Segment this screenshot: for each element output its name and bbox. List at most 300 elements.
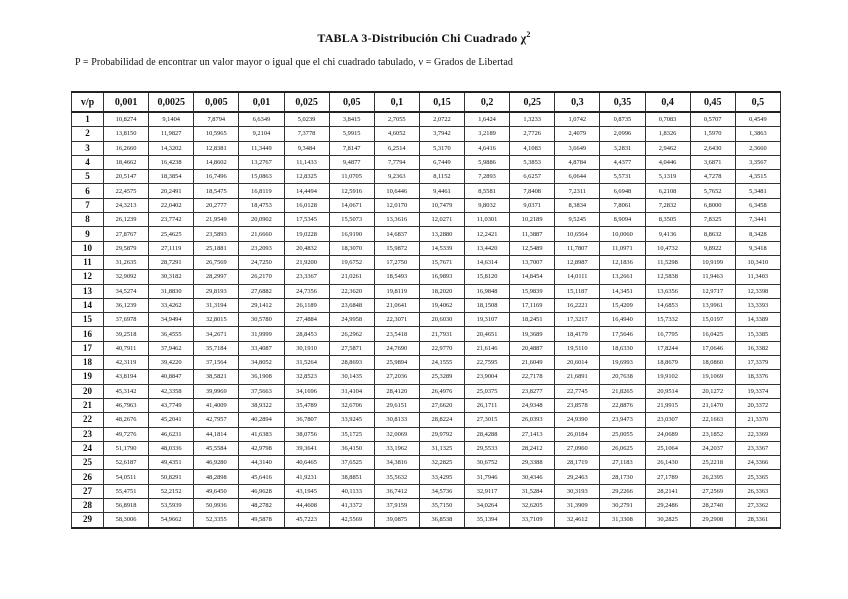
table-cell: 31,4104 (329, 384, 374, 398)
table-cell: 10,4732 (645, 241, 690, 255)
table-cell: 27,5871 (329, 341, 374, 355)
table-cell: 38,9322 (239, 398, 284, 412)
table-cell: 4,0446 (645, 155, 690, 169)
degrees-of-freedom-cell: 15 (72, 313, 104, 327)
table-row (72, 356, 781, 370)
degrees-of-freedom-cell: 22 (72, 413, 104, 427)
table-cell: 15,7671 (419, 255, 464, 269)
table-cell: 0,5707 (690, 112, 735, 127)
table-cell: 31,7946 (465, 470, 510, 484)
table-cell: 40,1133 (329, 484, 374, 498)
table-cell: 25,1064 (645, 441, 690, 455)
table-cell: 32,6205 (510, 499, 555, 513)
table-cell: 1,5970 (690, 127, 735, 141)
table-cell: 28,1719 (555, 456, 600, 470)
table-cell: 27,1183 (600, 456, 645, 470)
table-cell: 6,0644 (555, 170, 600, 184)
table-cell: 37,6978 (104, 313, 149, 327)
table-cell: 8,9094 (600, 213, 645, 227)
degrees-of-freedom-cell: 7 (72, 198, 104, 212)
table-row (72, 370, 781, 384)
table-cell: 26,1239 (104, 213, 149, 227)
degrees-of-freedom-cell: 3 (72, 141, 104, 155)
table-cell: 43,1945 (284, 484, 329, 498)
table-cell: 19,9102 (645, 370, 690, 384)
table-cell: 29,2908 (690, 513, 735, 528)
table-cell: 9,2363 (374, 170, 419, 184)
table-row (72, 441, 781, 455)
column-header: 0,005 (194, 92, 239, 112)
table-cell: 12,0170 (374, 198, 419, 212)
table-cell: 18,5493 (374, 270, 419, 284)
table-cell: 45,2041 (149, 413, 194, 427)
table-cell: 16,0425 (690, 327, 735, 341)
table-cell: 3,3567 (735, 155, 780, 169)
table-row (72, 413, 781, 427)
table-cell: 49,4351 (149, 456, 194, 470)
table-cell: 29,9792 (419, 427, 464, 441)
table-cell: 33,1962 (374, 441, 419, 455)
table-row (72, 255, 781, 269)
table-row (72, 112, 781, 127)
table-cell: 56,8918 (104, 499, 149, 513)
table-cell: 30,2825 (645, 513, 690, 528)
table-cell: 11,3403 (735, 270, 780, 284)
table-cell: 9,4877 (329, 155, 374, 169)
table-cell: 10,3410 (735, 255, 780, 269)
table-cell: 9,1404 (149, 112, 194, 127)
table-cell: 11,9463 (690, 270, 735, 284)
table-cell: 34,3816 (374, 456, 419, 470)
table-cell: 45,5584 (194, 441, 239, 455)
table-cell: 39,0875 (374, 513, 419, 528)
table-cell: 22,3369 (735, 427, 780, 441)
column-header: 0,35 (600, 92, 645, 112)
table-cell: 32,2825 (419, 456, 464, 470)
table-cell: 4,6052 (374, 127, 419, 141)
table-cell: 20,4832 (284, 241, 329, 255)
table-cell: 26,4976 (419, 384, 464, 398)
table-cell: 4,7278 (690, 170, 735, 184)
table-cell: 23,5418 (374, 327, 419, 341)
table-cell: 41,9231 (284, 470, 329, 484)
table-cell: 9,5245 (555, 213, 600, 227)
table-cell: 18,3854 (149, 170, 194, 184)
table-cell: 31,3909 (555, 499, 600, 513)
table-cell: 34,1696 (284, 384, 329, 398)
table-cell: 16,0128 (284, 198, 329, 212)
table-cell: 20,6030 (419, 313, 464, 327)
table-cell: 34,9494 (149, 313, 194, 327)
table-cell: 23,3367 (735, 441, 780, 455)
table-cell: 8,8632 (690, 227, 735, 241)
table-cell: 5,3853 (510, 155, 555, 169)
table-cell: 23,7742 (149, 213, 194, 227)
degrees-of-freedom-cell: 28 (72, 499, 104, 513)
column-header: 0,3 (555, 92, 600, 112)
table-row (72, 427, 781, 441)
table-cell: 44,3140 (239, 456, 284, 470)
table-cell: 39,9969 (194, 384, 239, 398)
table-cell: 1,8326 (645, 127, 690, 141)
table-cell: 27,3362 (735, 499, 780, 513)
table-cell: 41,3372 (329, 499, 374, 513)
table-cell: 15,9872 (374, 241, 419, 255)
table-cell: 22,8876 (600, 398, 645, 412)
table-cell: 25,0055 (600, 427, 645, 441)
table-cell: 12,5838 (645, 270, 690, 284)
table-cell: 46,9280 (194, 456, 239, 470)
table-cell: 6,3458 (735, 198, 780, 212)
table-cell: 39,3641 (284, 441, 329, 455)
table-cell: 48,2898 (194, 470, 239, 484)
page-title (0, 30, 848, 46)
table-cell: 37,1564 (194, 356, 239, 370)
table-cell: 19,3374 (735, 384, 780, 398)
table-cell: 17,5345 (284, 213, 329, 227)
table-cell: 17,3379 (735, 356, 780, 370)
table-cell: 49,6450 (194, 484, 239, 498)
table-cell: 5,0239 (284, 112, 329, 127)
table-row (72, 327, 781, 341)
table-cell: 30,3193 (555, 484, 600, 498)
table-cell: 29,5879 (104, 241, 149, 255)
chi-square-table (71, 91, 781, 529)
table-cell: 30,5780 (239, 313, 284, 327)
table-cell: 43,7749 (149, 398, 194, 412)
table-cell: 11,0971 (600, 241, 645, 255)
table-cell: 13,8150 (104, 127, 149, 141)
table-cell: 18,4753 (239, 198, 284, 212)
table-cell: 34,5274 (104, 284, 149, 298)
degrees-of-freedom-cell: 27 (72, 484, 104, 498)
table-cell: 25,4625 (149, 227, 194, 241)
table-cell: 32,8523 (284, 370, 329, 384)
table-cell: 16,7795 (645, 327, 690, 341)
table-cell: 14,6853 (645, 298, 690, 312)
column-header: 0,0025 (149, 92, 194, 112)
table-cell: 28,2141 (645, 484, 690, 498)
table-cell: 18,6330 (600, 341, 645, 355)
table-cell: 2,6430 (690, 141, 735, 155)
table-cell: 41,4009 (194, 398, 239, 412)
table-cell: 38,0756 (284, 427, 329, 441)
table-cell: 38,8851 (329, 470, 374, 484)
table-cell: 18,2020 (419, 284, 464, 298)
column-header: 0,45 (690, 92, 735, 112)
table-cell: 37,9462 (149, 341, 194, 355)
table-cell: 26,1711 (465, 398, 510, 412)
degrees-of-freedom-cell: 6 (72, 184, 104, 198)
table-cell: 9,4136 (645, 227, 690, 241)
table-cell: 35,1394 (465, 513, 510, 528)
title-superscript: 2 (526, 30, 531, 39)
table-cell: 36,8538 (419, 513, 464, 528)
table-cell: 10,0060 (600, 227, 645, 241)
table-cell: 52,3355 (194, 513, 239, 528)
table-cell: 2,7055 (374, 112, 419, 127)
table-cell: 26,1430 (645, 456, 690, 470)
table-cell: 27,4884 (284, 313, 329, 327)
table-cell: 23,3367 (284, 270, 329, 284)
table-cell: 12,0271 (419, 213, 464, 227)
table-row (72, 170, 781, 184)
table-cell: 23,2093 (239, 241, 284, 255)
table-cell: 9,4461 (419, 184, 464, 198)
column-header: 0,1 (374, 92, 419, 112)
table-cell: 26,2962 (329, 327, 374, 341)
table-cell: 12,8325 (284, 170, 329, 184)
table-cell: 12,1836 (600, 255, 645, 269)
table-cell: 12,5489 (510, 241, 555, 255)
table-cell: 48,2782 (239, 499, 284, 513)
degrees-of-freedom-cell: 14 (72, 298, 104, 312)
table-cell: 23,6848 (329, 298, 374, 312)
table-cell: 21,9915 (645, 398, 690, 412)
table-cell: 14,6314 (465, 255, 510, 269)
table-cell: 42,5569 (329, 513, 374, 528)
degrees-of-freedom-cell: 24 (72, 441, 104, 455)
table-cell: 46,6231 (149, 427, 194, 441)
table-cell: 29,2463 (555, 470, 600, 484)
column-header: 0,15 (419, 92, 464, 112)
degrees-of-freedom-cell: 25 (72, 456, 104, 470)
table-cell: 46,9628 (239, 484, 284, 498)
table-cell: 16,3382 (735, 341, 780, 355)
table-header-row (72, 92, 781, 112)
table-row (72, 470, 781, 484)
column-header: 0,4 (645, 92, 690, 112)
table-cell: 16,9848 (465, 284, 510, 298)
table-cell: 2,0722 (419, 112, 464, 127)
table-cell: 23,9473 (600, 413, 645, 427)
table-cell: 12,2421 (465, 227, 510, 241)
table-cell: 18,8679 (645, 356, 690, 370)
table-cell: 7,8794 (194, 112, 239, 127)
table-cell: 16,9190 (329, 227, 374, 241)
table-cell: 9,0371 (510, 198, 555, 212)
table-cell: 31,5284 (510, 484, 555, 498)
degrees-of-freedom-cell: 13 (72, 284, 104, 298)
table-cell: 34,8052 (239, 356, 284, 370)
table-cell: 39,4220 (149, 356, 194, 370)
title-text: TABLA 3-Distribución Chi Cuadrado χ (317, 31, 527, 45)
table-cell: 17,3217 (555, 313, 600, 327)
table-cell: 14,3451 (600, 284, 645, 298)
table-cell: 18,5475 (194, 184, 239, 198)
table-cell: 28,8693 (329, 356, 374, 370)
table-cell: 13,3616 (374, 213, 419, 227)
table-cell: 24,9958 (329, 313, 374, 327)
table-cell: 2,3660 (735, 141, 780, 155)
table-cell: 5,5731 (600, 170, 645, 184)
table-cell: 14,8454 (510, 270, 555, 284)
table-cell: 35,7150 (419, 499, 464, 513)
table-cell: 36,4555 (149, 327, 194, 341)
table-cell: 33,4087 (239, 341, 284, 355)
table-cell: 42,3358 (149, 384, 194, 398)
table-cell: 22,7595 (465, 356, 510, 370)
table-cell: 23,8277 (510, 384, 555, 398)
table-cell: 7,3441 (735, 213, 780, 227)
table-cell: 21,6049 (510, 356, 555, 370)
table-cell: 22,1663 (690, 413, 735, 427)
table-cell: 4,8784 (555, 155, 600, 169)
table-cell: 18,3070 (329, 241, 374, 255)
table-cell: 11,9827 (149, 127, 194, 141)
table-cell: 4,6416 (465, 141, 510, 155)
table-cell: 21,9549 (194, 213, 239, 227)
degrees-of-freedom-cell: 5 (72, 170, 104, 184)
table-cell: 18,0860 (690, 356, 735, 370)
table-cell: 14,0671 (329, 198, 374, 212)
table-cell: 22,3620 (329, 284, 374, 298)
table-body (72, 112, 781, 528)
table-cell: 32,0069 (374, 427, 419, 441)
column-header: 0,001 (104, 92, 149, 112)
table-cell: 8,3505 (645, 213, 690, 227)
table-cell: 32,8015 (194, 313, 239, 327)
table-cell: 33,7109 (510, 513, 555, 528)
table-cell: 50,9936 (194, 499, 239, 513)
column-header: 0,25 (510, 92, 555, 112)
table-cell: 32,9117 (465, 484, 510, 498)
table-row (72, 499, 781, 513)
table-cell: 13,6356 (645, 284, 690, 298)
table-cell: 36,1239 (104, 298, 149, 312)
table-cell: 8,3834 (555, 198, 600, 212)
table-cell: 36,7412 (374, 484, 419, 498)
table-cell: 24,7250 (239, 255, 284, 269)
table-cell: 14,3202 (149, 141, 194, 155)
table-cell: 28,8453 (284, 327, 329, 341)
table-cell: 31,3308 (600, 513, 645, 528)
table-cell: 33,4295 (419, 470, 464, 484)
table-cell: 58,3006 (104, 513, 149, 528)
table-cell: 26,3363 (735, 484, 780, 498)
table-cell: 10,5965 (194, 127, 239, 141)
table-row (72, 198, 781, 212)
degrees-of-freedom-cell: 8 (72, 213, 104, 227)
table-cell: 27,6882 (239, 284, 284, 298)
table-cell: 18,2451 (510, 313, 555, 327)
table-cell: 6,6948 (600, 184, 645, 198)
table-cell: 19,1069 (690, 370, 735, 384)
table-cell: 28,4120 (374, 384, 419, 398)
table-cell: 54,0511 (104, 470, 149, 484)
table-cell: 42,3119 (104, 356, 149, 370)
table-cell: 11,0301 (465, 213, 510, 227)
table-cell: 53,5939 (149, 499, 194, 513)
table-cell: 1,3863 (735, 127, 780, 141)
table-cell: 7,7794 (374, 155, 419, 169)
table-cell: 7,8061 (600, 198, 645, 212)
table-cell: 16,9893 (419, 270, 464, 284)
table-cell: 36,1908 (239, 370, 284, 384)
table-cell: 0,4549 (735, 112, 780, 127)
table-cell: 27,1789 (645, 470, 690, 484)
degrees-of-freedom-cell: 1 (72, 112, 104, 127)
table-cell: 25,1881 (194, 241, 239, 255)
table-cell: 6,7449 (419, 155, 464, 169)
degrees-of-freedom-cell: 18 (72, 356, 104, 370)
table-cell: 52,6187 (104, 456, 149, 470)
table-cell: 31,2635 (104, 255, 149, 269)
table-cell: 7,8325 (690, 213, 735, 227)
table-cell: 20,7638 (600, 370, 645, 384)
table-cell: 23,5893 (194, 227, 239, 241)
degrees-of-freedom-cell: 16 (72, 327, 104, 341)
table-cell: 54,9662 (149, 513, 194, 528)
table-cell: 29,3388 (510, 456, 555, 470)
table-cell: 55,4751 (104, 484, 149, 498)
table-cell: 18,1508 (465, 298, 510, 312)
table-cell: 31,3194 (194, 298, 239, 312)
table-cell: 21,7931 (419, 327, 464, 341)
table-cell: 16,4238 (149, 155, 194, 169)
table-cell: 29,8193 (194, 284, 239, 298)
table-cell: 32,4612 (555, 513, 600, 528)
table-cell: 9,3418 (735, 241, 780, 255)
table-cell: 30,1910 (284, 341, 329, 355)
degrees-of-freedom-cell: 10 (72, 241, 104, 255)
table-cell: 21,6891 (555, 370, 600, 384)
table-row (72, 341, 781, 355)
table-row (72, 384, 781, 398)
table-row (72, 284, 781, 298)
table-cell: 24,2037 (690, 441, 735, 455)
table-cell: 9,8032 (465, 198, 510, 212)
degrees-of-freedom-cell: 19 (72, 370, 104, 384)
table-cell: 24,1555 (419, 356, 464, 370)
table-cell: 40,7911 (104, 341, 149, 355)
table-cell: 19,3689 (510, 327, 555, 341)
degrees-of-freedom-cell: 21 (72, 398, 104, 412)
table-cell: 15,8120 (465, 270, 510, 284)
table-cell: 19,5110 (555, 341, 600, 355)
table-cell: 7,3778 (284, 127, 329, 141)
table-cell: 8,1152 (419, 170, 464, 184)
column-header: 0,01 (239, 92, 284, 112)
table-cell: 26,0184 (555, 427, 600, 441)
table-cell: 37,5663 (239, 384, 284, 398)
table-cell: 15,9839 (510, 284, 555, 298)
table-cell: 10,7479 (419, 198, 464, 212)
table-row (72, 313, 781, 327)
table-row (72, 227, 781, 241)
table-cell: 34,5736 (419, 484, 464, 498)
table-cell: 17,5646 (600, 327, 645, 341)
table-cell: 10,8274 (104, 112, 149, 127)
table-row (72, 513, 781, 528)
table-cell: 23,9004 (465, 370, 510, 384)
table-cell: 52,2152 (149, 484, 194, 498)
table-cell: 39,2518 (104, 327, 149, 341)
table-row (72, 127, 781, 141)
table-cell: 21,6660 (239, 227, 284, 241)
table-cell: 46,7963 (104, 398, 149, 412)
table-cell: 2,0996 (600, 127, 645, 141)
table-cell: 43,8194 (104, 370, 149, 384)
degrees-of-freedom-cell: 4 (72, 155, 104, 169)
table-cell: 30,1435 (329, 370, 374, 384)
table-cell: 30,4346 (510, 470, 555, 484)
table-cell: 17,8244 (645, 341, 690, 355)
table-row (72, 270, 781, 284)
table-cell: 3,6649 (555, 141, 600, 155)
table-row (72, 456, 781, 470)
table-cell: 11,3887 (510, 227, 555, 241)
